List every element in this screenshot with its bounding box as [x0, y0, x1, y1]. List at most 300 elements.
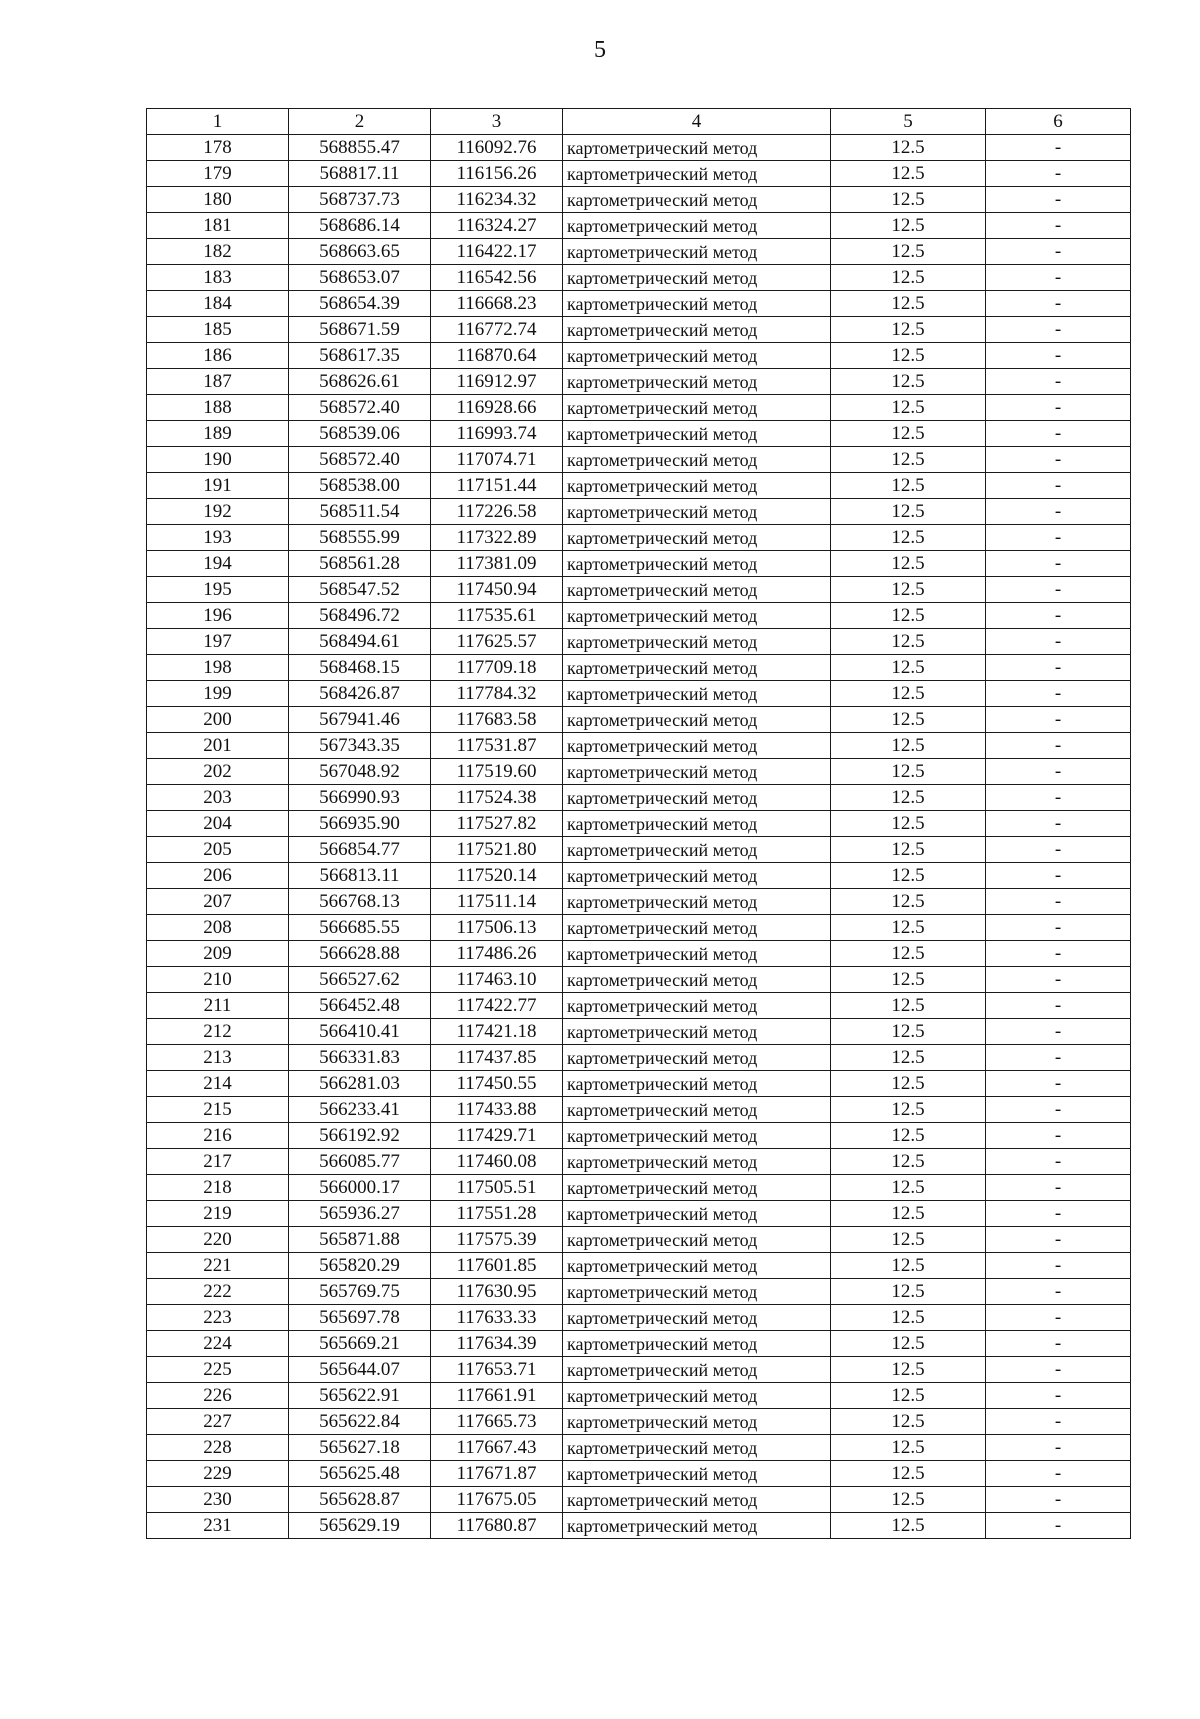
precision-cell: 12.5 [831, 1071, 986, 1097]
point-number-cell: 207 [147, 889, 289, 915]
precision-cell: 12.5 [831, 837, 986, 863]
precision-cell: 12.5 [831, 967, 986, 993]
method-cell: картометрический метод [563, 1279, 831, 1305]
note-cell: - [986, 187, 1131, 213]
point-number-cell: 196 [147, 603, 289, 629]
table-body [147, 135, 1131, 1539]
point-number-cell: 178 [147, 135, 289, 161]
x-coordinate-cell: 568511.54 [289, 499, 431, 525]
method-cell: картометрический метод [563, 941, 831, 967]
x-coordinate-cell: 565625.48 [289, 1461, 431, 1487]
x-coordinate-cell: 565697.78 [289, 1305, 431, 1331]
method-cell: картометрический метод [563, 473, 831, 499]
x-coordinate-cell: 565644.07 [289, 1357, 431, 1383]
precision-cell: 12.5 [831, 291, 986, 317]
precision-cell: 12.5 [831, 1331, 986, 1357]
method-cell: картометрический метод [563, 1045, 831, 1071]
point-number-cell: 190 [147, 447, 289, 473]
method-cell: картометрический метод [563, 421, 831, 447]
precision-cell: 12.5 [831, 1201, 986, 1227]
precision-cell: 12.5 [831, 785, 986, 811]
note-cell: - [986, 551, 1131, 577]
x-coordinate-cell: 565871.88 [289, 1227, 431, 1253]
note-cell: - [986, 265, 1131, 291]
note-cell: - [986, 785, 1131, 811]
note-cell: - [986, 1149, 1131, 1175]
y-coordinate-cell: 117520.14 [431, 863, 563, 889]
precision-cell: 12.5 [831, 369, 986, 395]
note-cell: - [986, 603, 1131, 629]
y-coordinate-cell: 117683.58 [431, 707, 563, 733]
table-row [147, 577, 1131, 603]
y-coordinate-cell: 117527.82 [431, 811, 563, 837]
column-header-1: 1 [147, 109, 289, 135]
table-row [147, 1357, 1131, 1383]
point-number-cell: 227 [147, 1409, 289, 1435]
note-cell: - [986, 213, 1131, 239]
point-number-cell: 212 [147, 1019, 289, 1045]
method-cell: картометрический метод [563, 863, 831, 889]
note-cell: - [986, 1331, 1131, 1357]
method-cell: картометрический метод [563, 915, 831, 941]
point-number-cell: 187 [147, 369, 289, 395]
y-coordinate-cell: 117680.87 [431, 1513, 563, 1539]
y-coordinate-cell: 117551.28 [431, 1201, 563, 1227]
precision-cell: 12.5 [831, 343, 986, 369]
table-row [147, 1331, 1131, 1357]
method-cell: картометрический метод [563, 499, 831, 525]
point-number-cell: 193 [147, 525, 289, 551]
point-number-cell: 214 [147, 1071, 289, 1097]
point-number-cell: 202 [147, 759, 289, 785]
note-cell: - [986, 993, 1131, 1019]
precision-cell: 12.5 [831, 135, 986, 161]
table-row [147, 1097, 1131, 1123]
x-coordinate-cell: 566768.13 [289, 889, 431, 915]
x-coordinate-cell: 566685.55 [289, 915, 431, 941]
point-number-cell: 197 [147, 629, 289, 655]
point-number-cell: 205 [147, 837, 289, 863]
point-number-cell: 208 [147, 915, 289, 941]
x-coordinate-cell: 565629.19 [289, 1513, 431, 1539]
point-number-cell: 203 [147, 785, 289, 811]
method-cell: картометрический метод [563, 1331, 831, 1357]
note-cell: - [986, 1279, 1131, 1305]
x-coordinate-cell: 568671.59 [289, 317, 431, 343]
point-number-cell: 209 [147, 941, 289, 967]
point-number-cell: 192 [147, 499, 289, 525]
precision-cell: 12.5 [831, 889, 986, 915]
table-row [147, 863, 1131, 889]
table-row [147, 317, 1131, 343]
table-row [147, 603, 1131, 629]
note-cell: - [986, 1253, 1131, 1279]
table-row [147, 967, 1131, 993]
x-coordinate-cell: 568626.61 [289, 369, 431, 395]
precision-cell: 12.5 [831, 213, 986, 239]
x-coordinate-cell: 568468.15 [289, 655, 431, 681]
method-cell: картометрический метод [563, 1253, 831, 1279]
point-number-cell: 215 [147, 1097, 289, 1123]
note-cell: - [986, 889, 1131, 915]
point-number-cell: 188 [147, 395, 289, 421]
point-number-cell: 225 [147, 1357, 289, 1383]
note-cell: - [986, 343, 1131, 369]
table-row [147, 1123, 1131, 1149]
precision-cell: 12.5 [831, 525, 986, 551]
y-coordinate-cell: 117665.73 [431, 1409, 563, 1435]
y-coordinate-cell: 117463.10 [431, 967, 563, 993]
point-number-cell: 183 [147, 265, 289, 291]
point-number-cell: 189 [147, 421, 289, 447]
precision-cell: 12.5 [831, 499, 986, 525]
x-coordinate-cell: 566527.62 [289, 967, 431, 993]
precision-cell: 12.5 [831, 1461, 986, 1487]
note-cell: - [986, 629, 1131, 655]
note-cell: - [986, 1461, 1131, 1487]
x-coordinate-cell: 566192.92 [289, 1123, 431, 1149]
point-number-cell: 198 [147, 655, 289, 681]
point-number-cell: 228 [147, 1435, 289, 1461]
x-coordinate-cell: 566085.77 [289, 1149, 431, 1175]
table-row [147, 239, 1131, 265]
y-coordinate-cell: 117433.88 [431, 1097, 563, 1123]
x-coordinate-cell: 568561.28 [289, 551, 431, 577]
x-coordinate-cell: 568686.14 [289, 213, 431, 239]
x-coordinate-cell: 566410.41 [289, 1019, 431, 1045]
x-coordinate-cell: 568817.11 [289, 161, 431, 187]
method-cell: картометрический метод [563, 967, 831, 993]
method-cell: картометрический метод [563, 1019, 831, 1045]
y-coordinate-cell: 117630.95 [431, 1279, 563, 1305]
x-coordinate-cell: 567941.46 [289, 707, 431, 733]
precision-cell: 12.5 [831, 759, 986, 785]
note-cell: - [986, 707, 1131, 733]
note-cell: - [986, 759, 1131, 785]
method-cell: картометрический метод [563, 1357, 831, 1383]
method-cell: картометрический метод [563, 213, 831, 239]
point-number-cell: 185 [147, 317, 289, 343]
point-number-cell: 226 [147, 1383, 289, 1409]
y-coordinate-cell: 117519.60 [431, 759, 563, 785]
x-coordinate-cell: 566628.88 [289, 941, 431, 967]
method-cell: картометрический метод [563, 1435, 831, 1461]
x-coordinate-cell: 568538.00 [289, 473, 431, 499]
table-row [147, 1227, 1131, 1253]
note-cell: - [986, 1487, 1131, 1513]
table-row [147, 1279, 1131, 1305]
table-row [147, 993, 1131, 1019]
y-coordinate-cell: 117653.71 [431, 1357, 563, 1383]
y-coordinate-cell: 116542.56 [431, 265, 563, 291]
x-coordinate-cell: 568617.35 [289, 343, 431, 369]
table-row [147, 187, 1131, 213]
table-row [147, 941, 1131, 967]
point-number-cell: 181 [147, 213, 289, 239]
column-header-6: 6 [986, 109, 1131, 135]
x-coordinate-cell: 568653.07 [289, 265, 431, 291]
y-coordinate-cell: 117524.38 [431, 785, 563, 811]
note-cell: - [986, 1071, 1131, 1097]
x-coordinate-cell: 565622.91 [289, 1383, 431, 1409]
x-coordinate-cell: 568737.73 [289, 187, 431, 213]
note-cell: - [986, 915, 1131, 941]
y-coordinate-cell: 117381.09 [431, 551, 563, 577]
y-coordinate-cell: 116912.97 [431, 369, 563, 395]
note-cell: - [986, 863, 1131, 889]
precision-cell: 12.5 [831, 577, 986, 603]
method-cell: картометрический метод [563, 135, 831, 161]
point-number-cell: 220 [147, 1227, 289, 1253]
y-coordinate-cell: 117601.85 [431, 1253, 563, 1279]
y-coordinate-cell: 117675.05 [431, 1487, 563, 1513]
note-cell: - [986, 577, 1131, 603]
precision-cell: 12.5 [831, 811, 986, 837]
x-coordinate-cell: 565622.84 [289, 1409, 431, 1435]
x-coordinate-cell: 568555.99 [289, 525, 431, 551]
y-coordinate-cell: 117625.57 [431, 629, 563, 655]
y-coordinate-cell: 117460.08 [431, 1149, 563, 1175]
point-number-cell: 184 [147, 291, 289, 317]
method-cell: картометрический метод [563, 395, 831, 421]
note-cell: - [986, 1201, 1131, 1227]
precision-cell: 12.5 [831, 733, 986, 759]
note-cell: - [986, 317, 1131, 343]
table-row [147, 1513, 1131, 1539]
y-coordinate-cell: 117486.26 [431, 941, 563, 967]
table-row [147, 1201, 1131, 1227]
y-coordinate-cell: 116422.17 [431, 239, 563, 265]
point-number-cell: 200 [147, 707, 289, 733]
precision-cell: 12.5 [831, 603, 986, 629]
point-number-cell: 213 [147, 1045, 289, 1071]
method-cell: картометрический метод [563, 1383, 831, 1409]
table-row [147, 889, 1131, 915]
y-coordinate-cell: 117429.71 [431, 1123, 563, 1149]
table-row [147, 707, 1131, 733]
y-coordinate-cell: 117422.77 [431, 993, 563, 1019]
table-row [147, 1305, 1131, 1331]
x-coordinate-cell: 568572.40 [289, 395, 431, 421]
method-cell: картометрический метод [563, 1123, 831, 1149]
page-number: 5 [594, 37, 606, 63]
point-number-cell: 195 [147, 577, 289, 603]
precision-cell: 12.5 [831, 1487, 986, 1513]
method-cell: картометрический метод [563, 551, 831, 577]
precision-cell: 12.5 [831, 317, 986, 343]
table-row [147, 265, 1131, 291]
y-coordinate-cell: 117450.55 [431, 1071, 563, 1097]
method-cell: картометрический метод [563, 291, 831, 317]
point-number-cell: 179 [147, 161, 289, 187]
precision-cell: 12.5 [831, 1175, 986, 1201]
table-row [147, 811, 1131, 837]
x-coordinate-cell: 565627.18 [289, 1435, 431, 1461]
table-row [147, 395, 1131, 421]
table-row [147, 525, 1131, 551]
table-row [147, 291, 1131, 317]
point-number-cell: 230 [147, 1487, 289, 1513]
table-row [147, 1383, 1131, 1409]
table-row [147, 447, 1131, 473]
y-coordinate-cell: 116234.32 [431, 187, 563, 213]
point-number-cell: 223 [147, 1305, 289, 1331]
method-cell: картометрический метод [563, 811, 831, 837]
precision-cell: 12.5 [831, 395, 986, 421]
y-coordinate-cell: 117521.80 [431, 837, 563, 863]
method-cell: картометрический метод [563, 343, 831, 369]
method-cell: картометрический метод [563, 759, 831, 785]
y-coordinate-cell: 117322.89 [431, 525, 563, 551]
method-cell: картометрический метод [563, 447, 831, 473]
note-cell: - [986, 1227, 1131, 1253]
y-coordinate-cell: 116668.23 [431, 291, 563, 317]
precision-cell: 12.5 [831, 655, 986, 681]
x-coordinate-cell: 566813.11 [289, 863, 431, 889]
y-coordinate-cell: 117633.33 [431, 1305, 563, 1331]
note-cell: - [986, 447, 1131, 473]
method-cell: картометрический метод [563, 1227, 831, 1253]
precision-cell: 12.5 [831, 161, 986, 187]
x-coordinate-cell: 566233.41 [289, 1097, 431, 1123]
method-cell: картометрический метод [563, 525, 831, 551]
note-cell: - [986, 1097, 1131, 1123]
point-number-cell: 191 [147, 473, 289, 499]
y-coordinate-cell: 116092.76 [431, 135, 563, 161]
point-number-cell: 219 [147, 1201, 289, 1227]
point-number-cell: 206 [147, 863, 289, 889]
point-number-cell: 199 [147, 681, 289, 707]
point-number-cell: 221 [147, 1253, 289, 1279]
x-coordinate-cell: 565628.87 [289, 1487, 431, 1513]
column-header-5: 5 [831, 109, 986, 135]
table-row [147, 1045, 1131, 1071]
method-cell: картометрический метод [563, 1305, 831, 1331]
method-cell: картометрический метод [563, 577, 831, 603]
y-coordinate-cell: 117506.13 [431, 915, 563, 941]
y-coordinate-cell: 117661.91 [431, 1383, 563, 1409]
table-row [147, 161, 1131, 187]
table-row [147, 915, 1131, 941]
precision-cell: 12.5 [831, 707, 986, 733]
precision-cell: 12.5 [831, 1045, 986, 1071]
point-number-cell: 182 [147, 239, 289, 265]
precision-cell: 12.5 [831, 1409, 986, 1435]
table-row [147, 1435, 1131, 1461]
note-cell: - [986, 1357, 1131, 1383]
table-row [147, 655, 1131, 681]
table-row [147, 135, 1131, 161]
method-cell: картометрический метод [563, 1409, 831, 1435]
note-cell: - [986, 421, 1131, 447]
method-cell: картометрический метод [563, 265, 831, 291]
precision-cell: 12.5 [831, 941, 986, 967]
x-coordinate-cell: 568547.52 [289, 577, 431, 603]
method-cell: картометрический метод [563, 1487, 831, 1513]
point-number-cell: 222 [147, 1279, 289, 1305]
precision-cell: 12.5 [831, 1357, 986, 1383]
precision-cell: 12.5 [831, 1279, 986, 1305]
method-cell: картометрический метод [563, 1513, 831, 1539]
x-coordinate-cell: 565936.27 [289, 1201, 431, 1227]
table-row [147, 369, 1131, 395]
x-coordinate-cell: 568855.47 [289, 135, 431, 161]
point-number-cell: 231 [147, 1513, 289, 1539]
x-coordinate-cell: 565669.21 [289, 1331, 431, 1357]
table-row [147, 759, 1131, 785]
precision-cell: 12.5 [831, 1383, 986, 1409]
point-number-cell: 218 [147, 1175, 289, 1201]
note-cell: - [986, 135, 1131, 161]
y-coordinate-cell: 117450.94 [431, 577, 563, 603]
note-cell: - [986, 1175, 1131, 1201]
point-number-cell: 224 [147, 1331, 289, 1357]
y-coordinate-cell: 117535.61 [431, 603, 563, 629]
table-row [147, 1019, 1131, 1045]
note-cell: - [986, 239, 1131, 265]
method-cell: картометрический метод [563, 1149, 831, 1175]
note-cell: - [986, 1435, 1131, 1461]
note-cell: - [986, 1409, 1131, 1435]
precision-cell: 12.5 [831, 551, 986, 577]
method-cell: картометрический метод [563, 733, 831, 759]
method-cell: картометрический метод [563, 889, 831, 915]
y-coordinate-cell: 116928.66 [431, 395, 563, 421]
table-row [147, 681, 1131, 707]
y-coordinate-cell: 117074.71 [431, 447, 563, 473]
precision-cell: 12.5 [831, 447, 986, 473]
method-cell: картометрический метод [563, 1461, 831, 1487]
note-cell: - [986, 395, 1131, 421]
x-coordinate-cell: 568426.87 [289, 681, 431, 707]
column-header-2: 2 [289, 109, 431, 135]
note-cell: - [986, 811, 1131, 837]
coordinates-table [146, 108, 1131, 1539]
method-cell: картометрический метод [563, 187, 831, 213]
y-coordinate-cell: 117709.18 [431, 655, 563, 681]
x-coordinate-cell: 567048.92 [289, 759, 431, 785]
precision-cell: 12.5 [831, 863, 986, 889]
precision-cell: 12.5 [831, 681, 986, 707]
table-row [147, 1253, 1131, 1279]
y-coordinate-cell: 116324.27 [431, 213, 563, 239]
note-cell: - [986, 1019, 1131, 1045]
x-coordinate-cell: 566281.03 [289, 1071, 431, 1097]
note-cell: - [986, 733, 1131, 759]
y-coordinate-cell: 117671.87 [431, 1461, 563, 1487]
table-row [147, 343, 1131, 369]
point-number-cell: 186 [147, 343, 289, 369]
table-row [147, 551, 1131, 577]
note-cell: - [986, 161, 1131, 187]
precision-cell: 12.5 [831, 187, 986, 213]
note-cell: - [986, 1045, 1131, 1071]
method-cell: картометрический метод [563, 603, 831, 629]
table-row [147, 499, 1131, 525]
x-coordinate-cell: 568496.72 [289, 603, 431, 629]
note-cell: - [986, 291, 1131, 317]
y-coordinate-cell: 117226.58 [431, 499, 563, 525]
precision-cell: 12.5 [831, 239, 986, 265]
method-cell: картометрический метод [563, 369, 831, 395]
x-coordinate-cell: 568654.39 [289, 291, 431, 317]
precision-cell: 12.5 [831, 915, 986, 941]
method-cell: картометрический метод [563, 1175, 831, 1201]
note-cell: - [986, 837, 1131, 863]
y-coordinate-cell: 116156.26 [431, 161, 563, 187]
method-cell: картометрический метод [563, 1097, 831, 1123]
note-cell: - [986, 941, 1131, 967]
